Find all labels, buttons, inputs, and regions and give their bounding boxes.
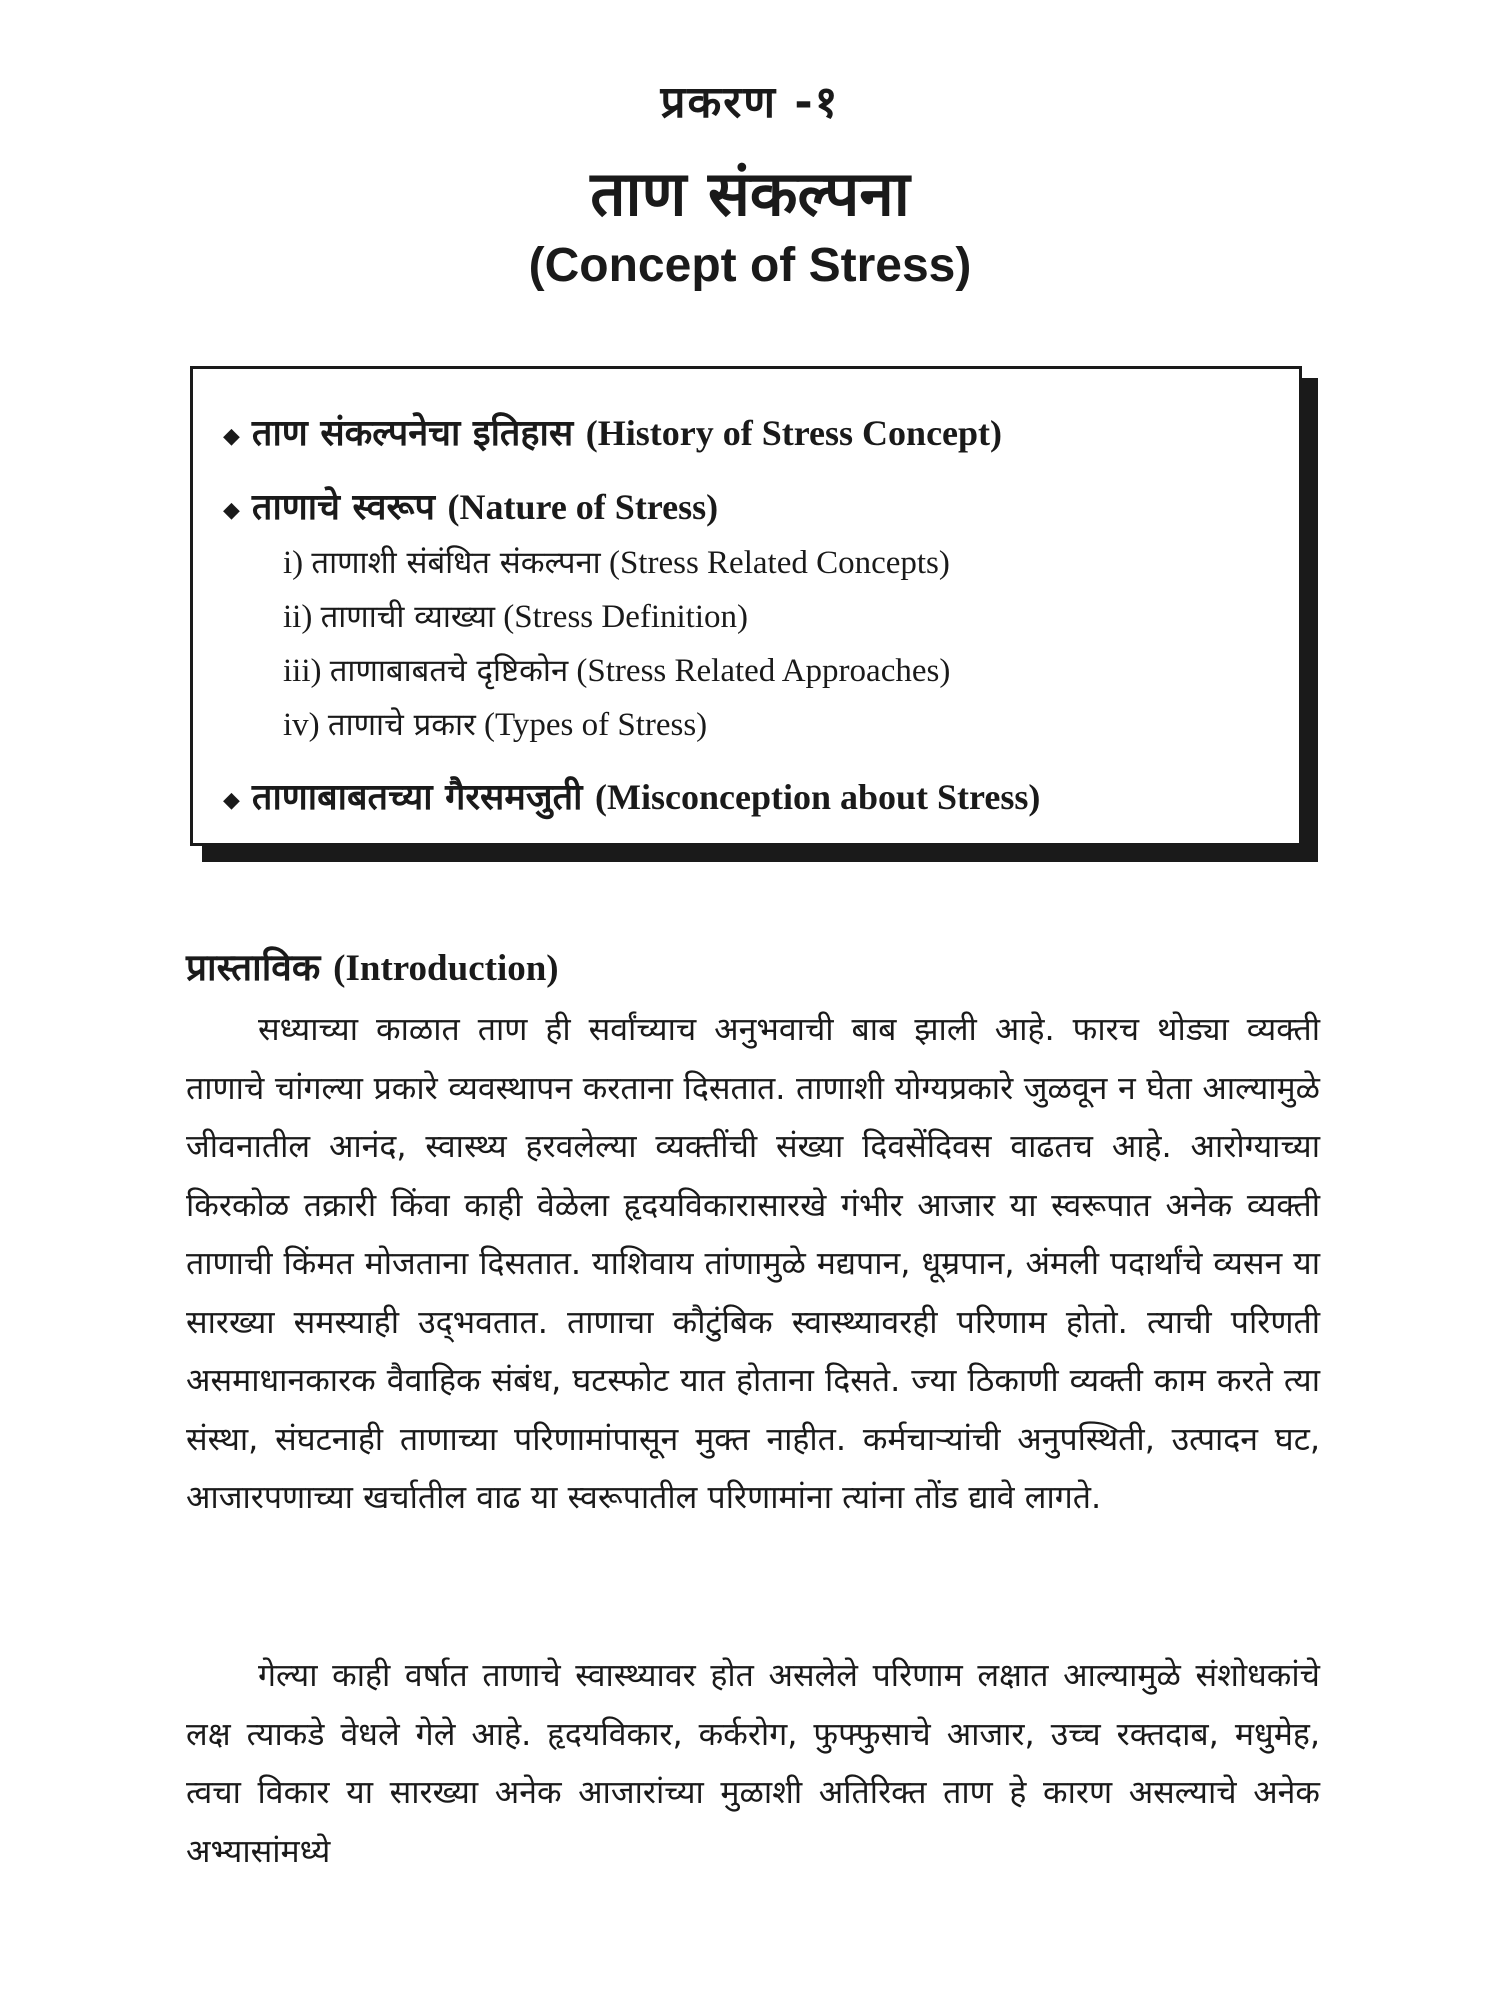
introduction-heading: प्रास्ताविक (Introduction)	[186, 946, 559, 989]
introduction-paragraph-2: गेल्या काही वर्षात ताणाचे स्वास्थ्यावर होत असलेले परिणाम लक्षात आल्यामुळे संशोधकांचे लक्ष त्याकडे वेधले गेले आहे. हृदयविकार, कर्करोग, फुफ्फुसाचे आजार, उच्च रक्तदाब, मधुमेह, त्वचा विकार या सारख्या अनेक आजारांच्या मुळाशी अतिरिक्त ताण हे कारण असल्याचे अनेक अभ्यासांमध्ये	[186, 1656, 1320, 1870]
chapter-outline-box	[190, 366, 1302, 846]
outline-item-history: ◆ ताण संकल्पनेचा इतिहास (History of Stress Concept)	[223, 413, 1003, 454]
outline-subitem-definition: ii) ताणाची व्याख्या (Stress Definition)	[283, 599, 749, 635]
outline-subitem-related-concepts: i) ताणाशी संबंधित संकल्पना (Stress Related Concepts)	[283, 545, 950, 581]
introduction-paragraph-1: सध्याच्या काळात ताण ही सर्वांच्याच अनुभवाची बाब झाली आहे. फारच थोड्या व्यक्ती ताणाचे चांगल्या प्रकारे व्यवस्थापन करताना दिसतात. ताणाशी योग्यप्रकारे जुळवून न घेता आल्यामुळे जीवनातील आनंद, स्वास्थ्य हरवलेल्या व्यक्तींची संख्या दिवसेंदिवस वाढतच आहे. आरोग्याच्या किरकोळ तक्रारी किंवा काही वेळेला हृदयविकारासारखे गंभीर आजार या स्वरूपात अनेक व्यक्ती ताणाची किंमत मोजताना दिसतात. याशिवाय तांणामुळे मद्यपान, धूम्रपान, अंमली पदार्थांचे व्यसन या सारख्या समस्याही उद्‌भवतात. ताणाचा कौटुंबिक स्वास्थ्यावरही परिणाम होतो. त्याची परिणती असमाधानकारक वैवाहिक संबंध, घटस्फोट यात होताना दिसते. ज्या ठिकाणी व्यक्ती काम करते त्या संस्था, संघटनाही ताणाच्या परिणामांपासून मुक्त नाहीत. कर्मचाऱ्यांची अनुपस्थिती, उत्पादन घट, आजारपणाच्या खर्चातील वाढ या स्वरूपातील परिणामांना त्यांना तोंड द्यावे लागते.	[186, 1010, 1320, 1516]
diamond-bullet-icon: ◆	[223, 787, 240, 813]
outline-subitem-types: iv) ताणाचे प्रकार (Types of Stress)	[283, 707, 708, 743]
outline-item-nature: ◆ ताणाचे स्वरूप (Nature of Stress)	[223, 487, 719, 528]
chapter-title: ताण संकल्पना	[590, 157, 910, 230]
diamond-bullet-icon: ◆	[223, 497, 240, 523]
diamond-bullet-icon: ◆	[223, 423, 240, 449]
chapter-subtitle: (Concept of Stress)	[528, 239, 972, 292]
chapter-number: प्रकरण -१	[660, 77, 840, 128]
outline-subitem-approaches: iii) ताणाबाबतचे दृष्टिकोन (Stress Related Approaches)	[283, 653, 951, 689]
outline-item-misconception: ◆ ताणाबाबतच्या गैरसमजुती (Misconception about Stress)	[223, 777, 1041, 818]
